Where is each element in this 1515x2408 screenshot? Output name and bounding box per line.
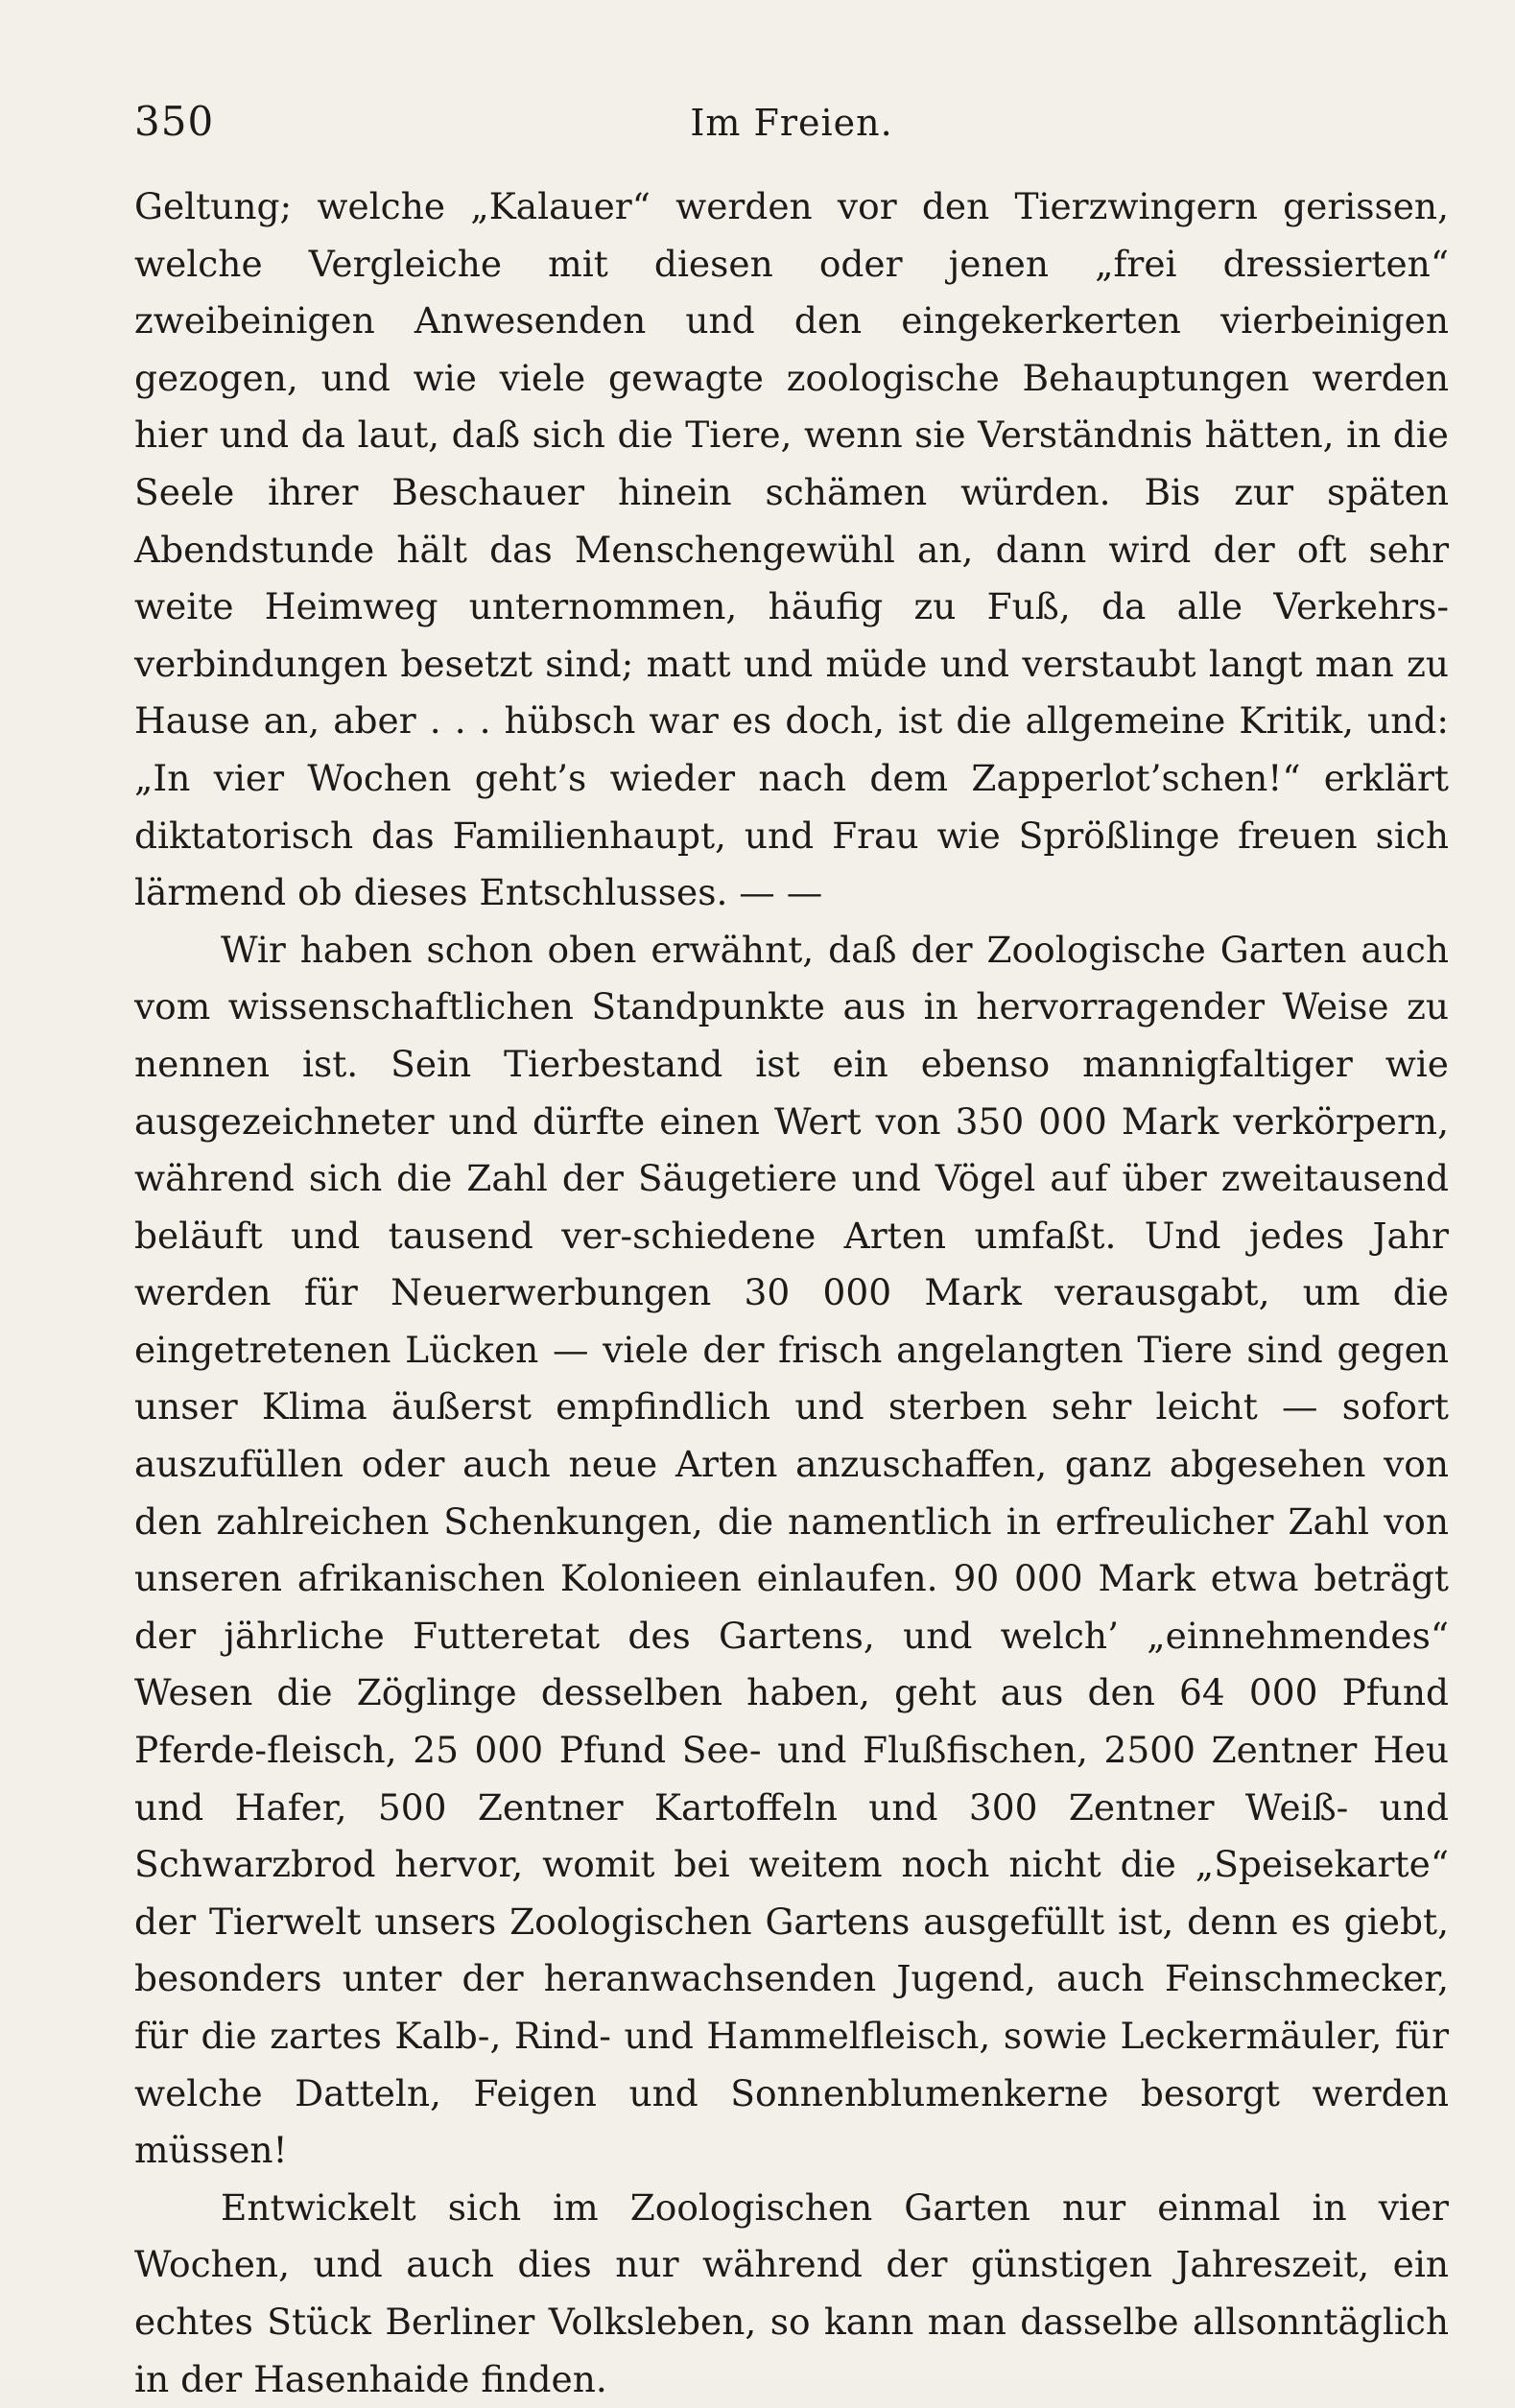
body-text [134, 178, 1449, 2408]
running-title: Im Freien. [690, 102, 893, 144]
paragraph-3: Entwickelt sich im Zoologischen Garten nur einmal in vier Wochen, und auch dies nur während der günstigen Jahreszeit, ein echtes Stück Berliner Volksleben, so kann man dasselbe allsonntäglich in der Hasenhaide finden. [134, 2185, 1449, 2400]
paragraph-1: Geltung; welche „Kalauer“ werden vor den Tierzwingern gerissen, welche Vergleiche mit diesen oder jenen „frei dressierten“ zweibeinigen Anwesenden und den eingekerkerten vierbeinigen gezogen, und wie viele gewagte zoologische Behauptungen werden hier und da laut, daß sich die Tiere, wenn sie Verständnis hätten, in die Seele ihrer Beschauer hinein schämen würden. Bis zur späten Abendstunde hält das Menschengewühl an, dann wird der oft sehr weite Heimweg unternommen, häufig zu Fuß, da alle Verkehrs-verbindungen besetzt sind; matt und müde und verstaubt langt man zu Hause an, aber . . . hübsch war es doch, ist die allgemeine Kritik, und: „In vier Wochen geht’s wieder nach dem Zapperlot’schen!“ erklärt diktatorisch das Familienhaupt, und Frau wie Sprößlinge freuen sich lärmend ob dieses Entschlusses. — — [134, 185, 1449, 914]
page-header [134, 98, 1449, 155]
page-number: 350 [134, 98, 215, 145]
paragraph-2: Wir haben schon oben erwähnt, daß der Zoologische Garten auch vom wissenschaftlichen Standpunkte aus in hervorragender Weise zu nennen ist. Sein Tierbestand ist ein ebenso mannigfaltiger wie ausgezeichneter und dürfte einen Wert von 350 000 Mark verkörpern, während sich die Zahl der Säugetiere und Vögel auf über zweitausend beläuft und tausend ver-schiedene Arten umfaßt. Und jedes Jahr werden für Neuerwerbungen 30 000 Mark verausgabt, um die eingetretenen Lücken — viele der frisch angelangten Tiere sind gegen unser Klima äußerst empfindlich und sterben sehr leicht — sofort auszufüllen oder auch neue Arten anzuschaffen, ganz abgesehen von den zahlreichen Schenkungen, die namentlich in erfreulicher Zahl von unseren afrikanischen Kolonieen einlaufen. 90 000 Mark etwa beträgt der jährliche Futteretat des Gartens, und welch’ „einnehmendes“ Wesen die Zöglinge desselben haben, geht aus den 64 000 Pfund Pferde-fleisch, 25 000 Pfund See- und Flußfischen, 2500 Zentner Heu und Hafer, 500 Zentner Kartoffeln und 300 Zentner Weiß- und Schwarzbrod hervor, womit bei weitem noch nicht die „Speisekarte“ der Tierwelt unsers Zoologischen Gartens ausgefüllt ist, denn es giebt, besonders unter der heranwachsenden Jugend, auch Feinschmecker, für die zartes Kalb-, Rind- und Hammelfleisch, sowie Leckermäuler, für welche Datteln, Feigen und Sonnenblumenkerne besorgt werden müssen! [134, 928, 1449, 2172]
